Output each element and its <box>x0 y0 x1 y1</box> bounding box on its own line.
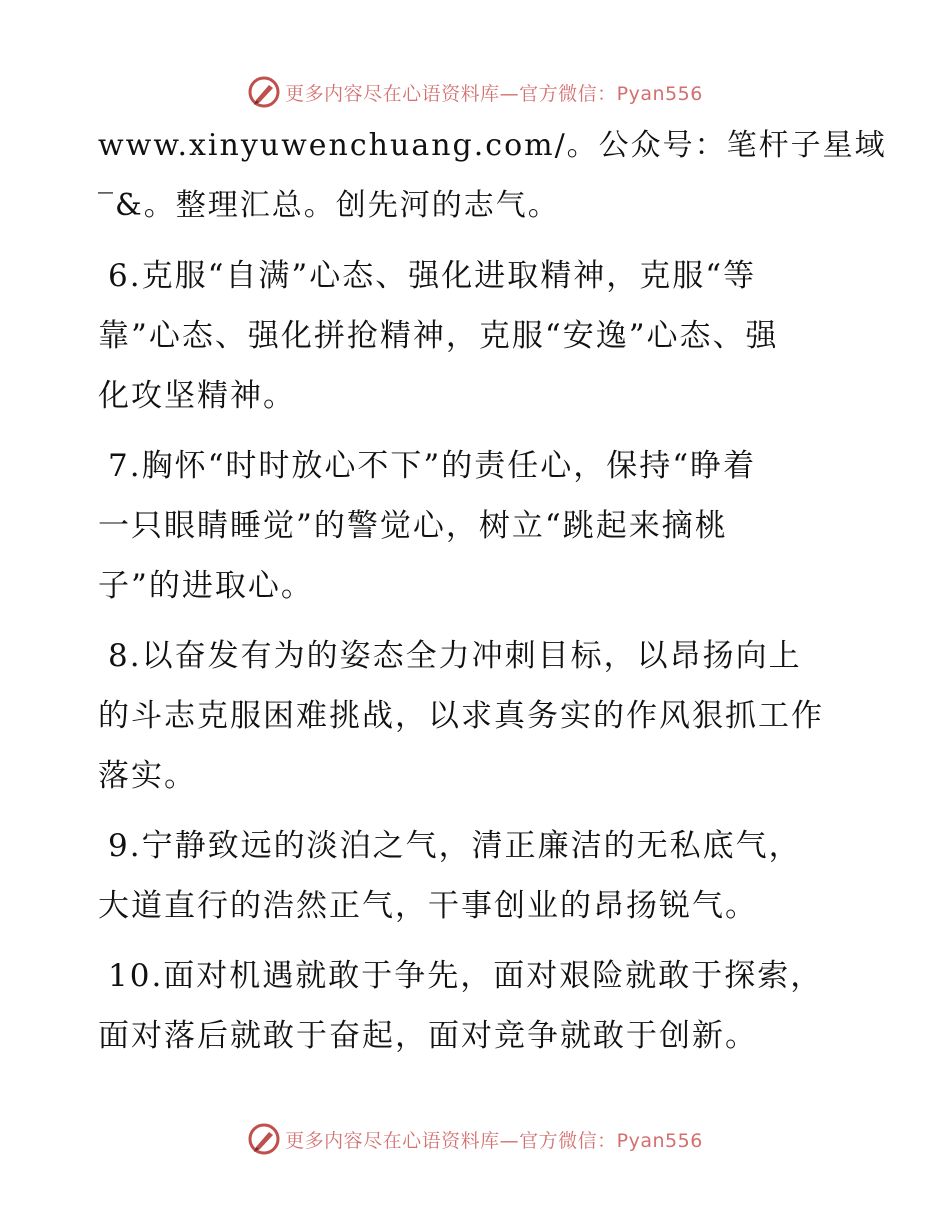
item-9-line-2: 大道直行的浩然正气，干事创业的昂扬锐气。 <box>98 888 758 924</box>
list-item-6 <box>98 246 858 426</box>
pen-seal-icon <box>247 75 281 109</box>
intro-line-2: ‾&。整理汇总。创先河的志气。 <box>98 188 560 223</box>
intro-line-1: www.xinyuwenchuang.com/。公众号：笔杆子星域 <box>98 128 887 163</box>
header-banner <box>0 70 950 114</box>
list-item-7 <box>98 436 858 616</box>
intro-paragraph <box>98 116 887 236</box>
item-10-line-2: 面对落后就敢于奋起，面对竞争就敢于创新。 <box>98 1018 758 1054</box>
item-7-line-2: 一只眼睛睡觉”的警觉心，树立“跳起来摘桃 <box>98 508 728 544</box>
list-item-10 <box>98 946 858 1066</box>
item-6-line-1: 6.克服“自满”心态、强化进取精神，克服“等 <box>108 258 757 294</box>
item-9-line-1: 9.宁静致远的淡泊之气，清正廉洁的无私底气， <box>108 828 802 864</box>
list-item-8 <box>98 626 858 806</box>
list-item-9 <box>98 816 858 936</box>
header-banner-text: 更多内容尽在心语资料库—官方微信：Pyan556 <box>285 82 703 105</box>
pen-seal-icon <box>247 1122 281 1156</box>
item-6-line-2: 靠”心态、强化拼抢精神，克服“安逸”心态、强 <box>98 318 779 354</box>
item-7-line-3: 子”的进取心。 <box>98 568 314 604</box>
footer-banner <box>0 1117 950 1161</box>
item-10-line-1: 10.面对机遇就敢于争先，面对艰险就敢于探索， <box>108 958 824 994</box>
document-body <box>98 116 887 1066</box>
item-8-line-2: 的斗志克服困难挑战，以求真务实的作风狠抓工作 <box>98 698 824 734</box>
item-8-line-3: 落实。 <box>98 758 197 794</box>
item-7-line-1: 7.胸怀“时时放心不下”的责任心，保持“睁着 <box>108 448 757 484</box>
footer-banner-text: 更多内容尽在心语资料库—官方微信：Pyan556 <box>285 1129 703 1152</box>
item-8-line-1: 8.以奋发有为的姿态全力冲刺目标，以昂扬向上 <box>108 638 802 674</box>
item-6-line-3: 化攻坚精神。 <box>98 378 296 414</box>
